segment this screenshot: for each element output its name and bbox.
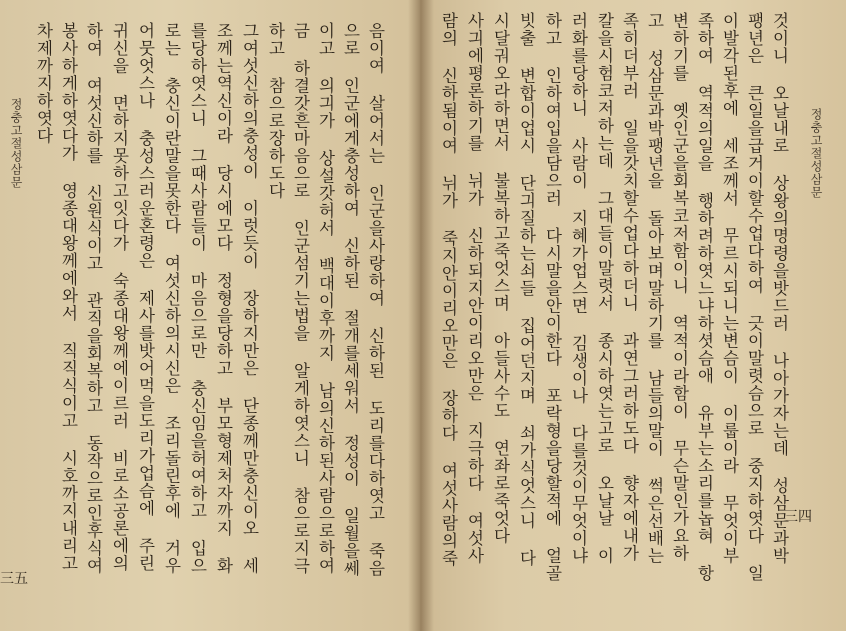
left-text-column: 를당하엿스니 그때사람들이 마음으로만 충신임을허여하고 입으	[188, 22, 207, 575]
right-text-column: 것이니 오날내로 상왕의명령을밧드러 나아가자는데 성삼문과박	[770, 12, 789, 565]
left-text-column: 이고 의긔가 상설갓허서 백대이후까지 남의신하된사람으로하여	[316, 22, 335, 575]
right-text-column: 칼을시험코저하는데 그대들이말렷서 종시하엿는고로 오날날 이	[595, 12, 614, 565]
right-text-column: 러화를당하니 사람이 지혜가업스면 김생이나 다를것이무엇이냐	[569, 12, 588, 565]
right-text-column: 족하여 역적의일을 행하려하엿느냐하셧슴애 유부는소리를놉혀 항	[695, 12, 714, 582]
left-text-column: 금 하결갓흔마음으로 인군섬기는법을 알게하엿스니 참으로지극	[291, 22, 310, 575]
right-text-column: 시달궈오라하면서 불복하고죽엇스며 아들사수도 연좌로죽엇다	[491, 12, 510, 545]
left-page-number: 三五	[0, 571, 28, 587]
left-text-column: 귀신을 면하지못하고잇다가 숙종대왕께에이르러 비로소공론에의	[110, 22, 129, 572]
right-text-column: 람의 신하됨이여 뉘가 죽지안이리오만은 장하다 여섯사람의죽	[439, 12, 458, 567]
left-text-column: 로는 충신이란말을못한다 여섯신하의시신은 조리돌린후에 거우	[162, 22, 181, 575]
left-text-column: 어뭇엇스나 충성스러운혼령은 제사를밧어먹을도리가업슴에 주린	[136, 22, 155, 572]
left-text-column: 하고 참으로장하도다	[266, 22, 285, 200]
left-text-column: 그여섯신하의충성이 이럿듯이 장하지만은 단종께만충신이오 세	[240, 22, 259, 575]
right-text-column: 빗출 변합이업시 단긔질하는쇠들 집어던지며 쇠가식엇스니 다	[517, 12, 536, 567]
right-text-column: 고 성삼문과박팽년을 돌아보며말하기를 남들의말이 썩은선배는	[645, 12, 664, 565]
left-text-column: 차제까지하엿다	[34, 22, 53, 145]
left-text-column: 조께는역신이라 당시에모다 정형을당하고 부모형제처자까지 화	[214, 22, 233, 575]
right-text-column: 족히더부러 일을갓치할수업다하더니 과연그러하도다 향자에내가	[620, 12, 639, 562]
right-text-column: 변하기를 옛인군을회복코저함이니 역적이라함이 무슨말인가요하	[670, 12, 689, 562]
right-text-column: 팽년은 큰일을급거이할수업다하여 긋이말렷슴으로 중지하엿다 일	[745, 12, 764, 582]
right-text-column: 사긔에평론하기를 뉘가 신하되지안이리오만은 지극하다 여섯사	[465, 12, 484, 565]
left-running-header: 정충고절성삼문	[9, 98, 23, 189]
right-text-column: 이발각된후에 세조께서 무르시되니는변슴이 이룹이라 무엇이부	[720, 12, 739, 565]
left-text-column: 봉사하게하엿다가 영종대왕께에와서 직직식이고 시호까지내리고	[59, 22, 78, 572]
right-running-header: 정충고절성삼문	[809, 108, 823, 199]
book-gutter	[408, 0, 434, 631]
left-text-column: 음이여 살어서는 인군을사랑하여 신하된 도리를다하엿고 죽음	[366, 22, 385, 577]
right-page-number: 三四	[784, 509, 812, 525]
left-text-column: 하여 여섯신하를 신원식이고 관직을회복하고 동작으로인후식여	[84, 22, 103, 575]
right-text-column: 하고 인하여입을담으러 다시말을안이한다 포락형을당할적에 얼골	[543, 12, 562, 582]
left-text-column: 으로 인군에게충성하여 신하된 절개를세워서 정성이 일월을쎄	[341, 22, 360, 577]
